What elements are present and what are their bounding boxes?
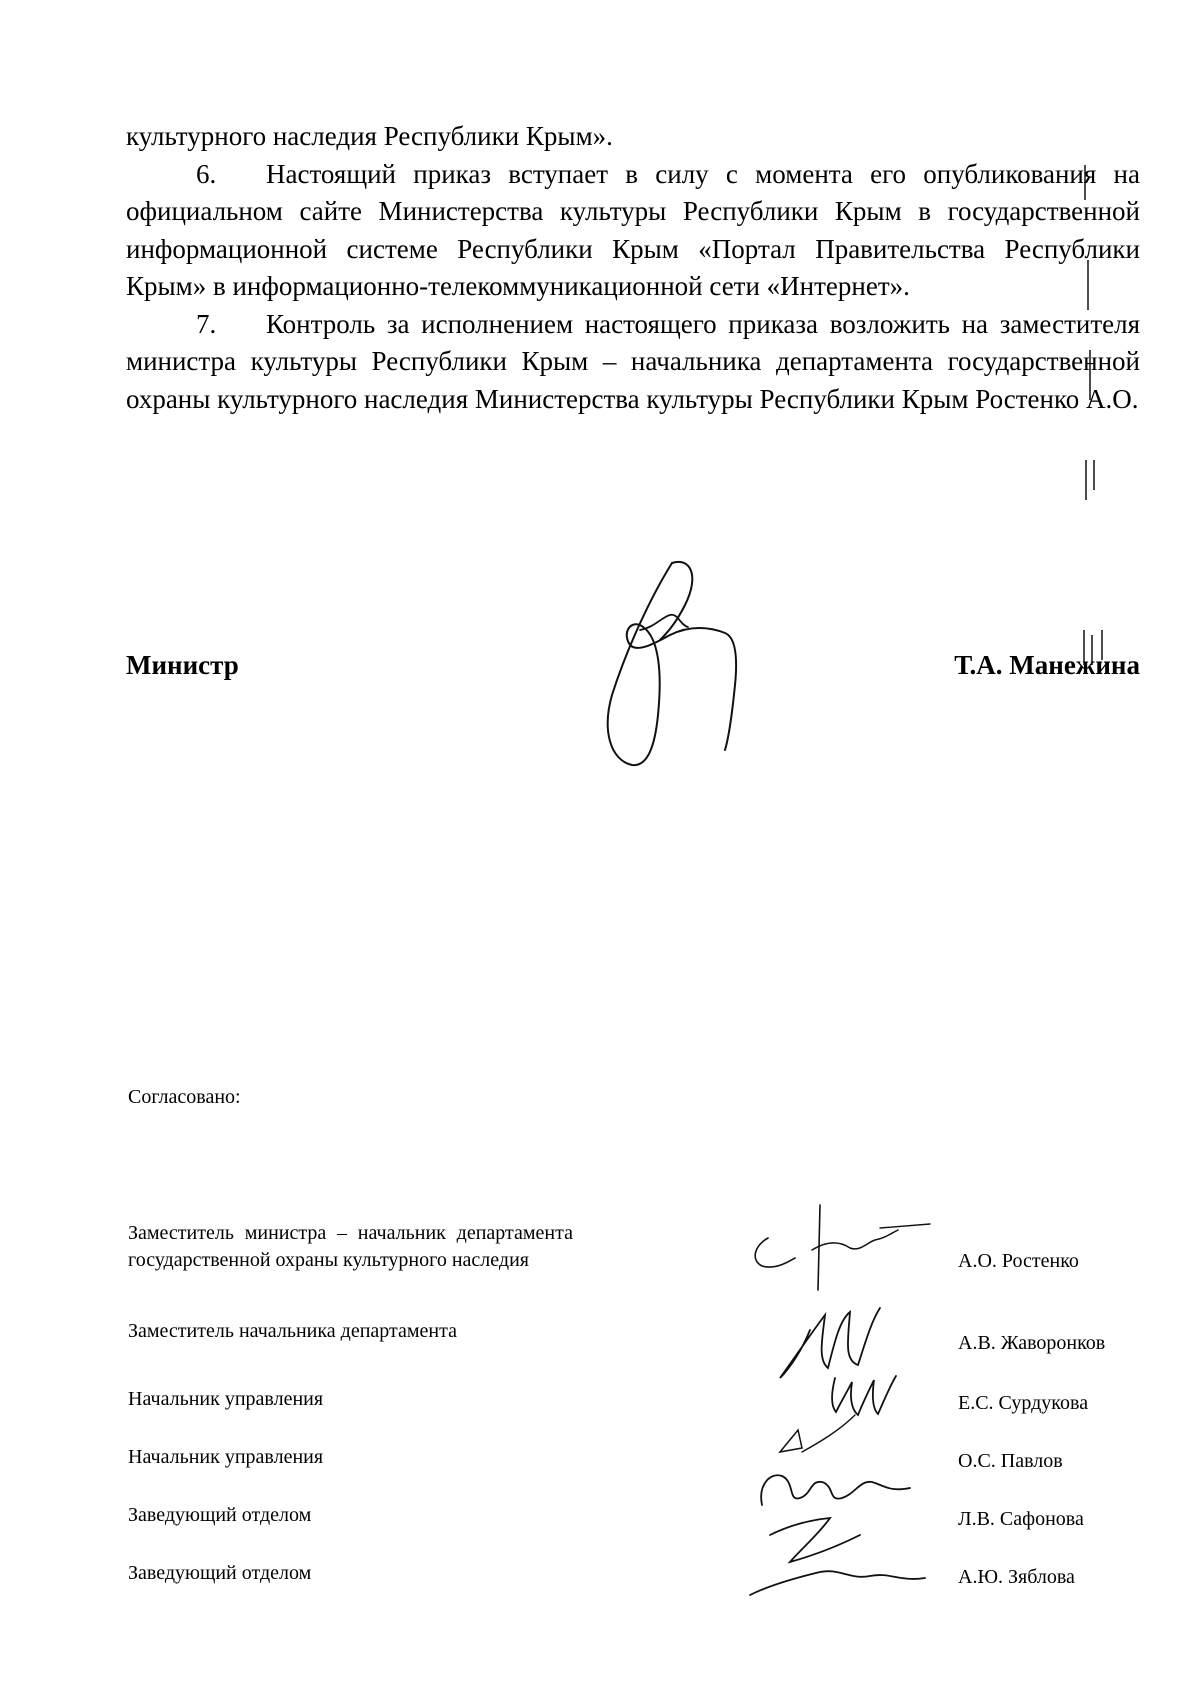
signer-role: Министр (126, 650, 239, 680)
approval-position: Заведующий отделом (128, 1504, 312, 1526)
signer-name: Т.А. Манежина (954, 650, 1140, 680)
paragraph-continuation: культурного наследия Республики Крым». (126, 121, 613, 151)
approval-heading: Согласовано: (128, 1086, 241, 1108)
paragraph-6 (126, 156, 1140, 306)
paragraph-6-number: 6. (196, 158, 217, 189)
scan-margin-marks (1080, 160, 1140, 1560)
paragraph-7-text: Контроль за исполнением настоящего приказа возложить на заместителя министра культуры Республики Крым – начальника департамента государственной охраны культурного наследия Министерства культуры Республики Крым Ростенко А.О. (126, 308, 1140, 414)
approval-position: Заведующий отделом (128, 1562, 312, 1584)
approval-name: О.С. Павлов (958, 1450, 1063, 1472)
approval-name: А.Ю. Зяблова (958, 1566, 1075, 1588)
approval-position: Начальник управления (128, 1446, 324, 1468)
approval-signatures (740, 1190, 970, 1610)
paragraph-6-text: Настоящий приказ вступает в силу с момента его опубликования на официальном сайте Министерства культуры Республики Крым в государственной информационной системе Республики Крым «Портал Правительства Республики Крым» в информационно-телекоммуникационной сети «Интернет». (126, 158, 1140, 301)
approval-position: Заместитель министра – начальник департамента государственной охраны культурного наследия (128, 1222, 573, 1271)
paragraph-7-number: 7. (196, 308, 217, 339)
approval-name: Е.С. Сурдукова (958, 1392, 1089, 1414)
approval-position: Начальник управления (128, 1388, 324, 1410)
paragraph-7 (126, 306, 1140, 419)
order-text (126, 118, 1140, 418)
approval-name: А.О. Ростенко (958, 1250, 1079, 1272)
approval-name: А.В. Жаворонков (958, 1332, 1106, 1354)
minister-signature (600, 555, 760, 775)
approval-position: Заместитель начальника департамента (128, 1320, 457, 1342)
approval-name: Л.В. Сафонова (958, 1508, 1084, 1530)
